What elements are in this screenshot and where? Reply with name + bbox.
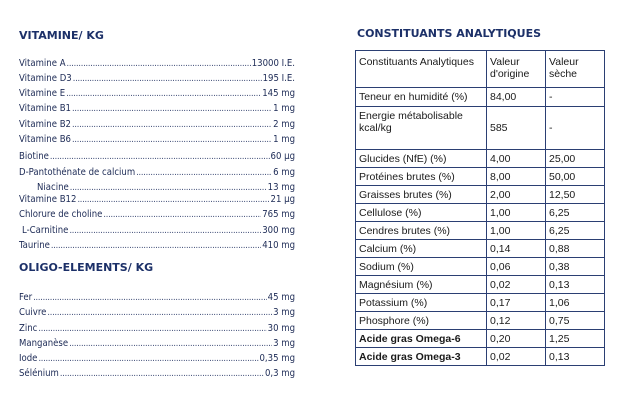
cell-name: Phosphore (%) [356,312,487,330]
dot-leader [72,103,272,115]
item-value: 1 mg [273,103,295,114]
dot-leader [136,167,272,179]
item-name: Iode [19,353,38,364]
item-name: Biotine [19,151,49,162]
item-value: 3 mg [273,307,295,318]
dot-leader [73,73,262,85]
table-header-row [356,51,605,88]
item-name: Vitamine B12 [19,194,77,205]
cell-name: Protéines brutes (%) [356,168,487,186]
cell-name: Magnésium (%) [356,276,487,294]
item-value: 195 I.E. [262,73,295,84]
dot-leader [38,353,258,365]
cell-name: Energie métabolisable kcal/kg [356,107,487,150]
list-item [19,353,295,365]
cell-dry: 0,75 [546,312,605,330]
dot-leader [33,292,266,304]
item-name: Chlorure de choline [19,209,103,220]
cell-origin: 0,14 [487,240,546,258]
cell-origin: 2,00 [487,186,546,204]
list-item [19,182,295,194]
item-value: 145 mg [262,88,295,99]
cell-dry: - [546,88,605,107]
item-value: 21 µg [270,194,295,205]
item-value: 0,3 mg [264,368,295,379]
cell-origin: 0,02 [487,348,546,366]
cell-origin: 0,02 [487,276,546,294]
item-name: Vitamine D3 [19,73,72,84]
cell-name: Cellulose (%) [356,204,487,222]
table-row [356,222,605,240]
item-name: Vitamine E [19,88,66,99]
table-row [356,330,605,348]
item-name: D-Pantothénate de calcium [19,167,136,178]
cell-origin: 84,00 [487,88,546,107]
item-value: 13 mg [267,182,295,193]
cell-name: Potassium (%) [356,294,487,312]
item-value: 3 mg [273,338,295,349]
cell-origin: 585 [487,107,546,150]
cell-origin: 4,00 [487,150,546,168]
table-row [356,294,605,312]
item-name: L-Carnitine [22,225,69,236]
table-row [356,348,605,366]
table-row [356,107,605,150]
item-value: 0,35 mg [259,353,295,364]
cell-origin: 0,12 [487,312,546,330]
item-name: Cuivre [19,307,47,318]
dot-leader [72,134,272,146]
list-item [19,167,295,179]
cell-name: Cendres brutes (%) [356,222,487,240]
item-value: 45 mg [267,292,295,303]
dot-leader [72,119,272,131]
list-item [19,307,295,319]
list-item [19,225,295,237]
oligo-heading: OLIGO-ELEMENTS/ KG [19,261,154,274]
table-row [356,276,605,294]
dot-leader [69,338,272,350]
cell-dry: - [546,107,605,150]
list-item [19,240,295,252]
cell-name: Acide gras Omega-3 [356,348,487,366]
cell-name: Glucides (NfE) (%) [356,150,487,168]
item-name: Manganèse [19,338,69,349]
dot-leader [77,194,269,206]
dot-leader [50,151,270,163]
dot-leader [70,182,267,194]
item-name: Zinc [19,323,38,334]
list-item [19,58,295,70]
item-value: 6 mg [273,167,295,178]
item-value: 60 µg [270,151,295,162]
cell-name: Calcium (%) [356,240,487,258]
cell-dry: 6,25 [546,222,605,240]
cell-dry: 1,06 [546,294,605,312]
cell-dry: 1,25 [546,330,605,348]
table-row [356,186,605,204]
cell-origin: 1,00 [487,222,546,240]
item-name: Vitamine B6 [19,134,71,145]
cell-dry: 0,38 [546,258,605,276]
table-row [356,204,605,222]
list-item [19,103,295,115]
cell-dry: 0,13 [546,348,605,366]
cell-name: Graisses brutes (%) [356,186,487,204]
header-valeur-origine: Valeur d'origine [487,51,546,88]
list-item [19,88,295,100]
list-item [19,368,295,380]
table-row [356,258,605,276]
cell-name: Acide gras Omega-6 [356,330,487,348]
vitamins-heading: VITAMINE/ KG [19,29,104,42]
item-name: Fer [19,292,33,303]
item-value: 2 mg [273,119,295,130]
cell-dry: 0,13 [546,276,605,294]
analytics-table [355,50,605,366]
cell-origin: 0,17 [487,294,546,312]
item-name: Vitamine B1 [19,103,71,114]
list-item [19,194,295,206]
table-row [356,88,605,107]
cell-origin: 0,06 [487,258,546,276]
list-item [19,73,295,85]
table-row [356,150,605,168]
dot-leader [103,209,261,221]
list-item [19,209,295,221]
cell-dry: 50,00 [546,168,605,186]
dot-leader [67,58,251,70]
analytics-heading: CONSTITUANTS ANALYTIQUES [357,27,542,40]
header-valeur-seche: Valeur sèche [546,51,605,88]
dot-leader [47,307,272,319]
table-row [356,168,605,186]
dot-leader [51,240,261,252]
item-name: Taurine [19,240,50,251]
list-item [19,338,295,350]
list-item [19,292,295,304]
table-row [356,240,605,258]
list-item [19,323,295,335]
item-value: 410 mg [262,240,295,251]
list-item [19,119,295,131]
header-constituants: Constituants Analytiques [356,51,487,88]
dot-leader [69,225,261,237]
cell-name: Sodium (%) [356,258,487,276]
cell-origin: 1,00 [487,204,546,222]
item-name: Vitamine B2 [19,119,71,130]
item-value: 765 mg [262,209,295,220]
dot-leader [38,323,266,335]
item-value: 1 mg [273,134,295,145]
dot-leader [60,368,264,380]
cell-dry: 0,88 [546,240,605,258]
list-item [19,134,295,146]
item-value: 30 mg [267,323,295,334]
item-name: Vitamine A [19,58,66,69]
item-value: 300 mg [262,225,295,236]
item-name: Niacine [37,182,69,193]
cell-name: Teneur en humidité (%) [356,88,487,107]
table-row [356,312,605,330]
cell-origin: 8,00 [487,168,546,186]
list-item [19,151,295,163]
cell-origin: 0,20 [487,330,546,348]
cell-dry: 6,25 [546,204,605,222]
dot-leader [66,88,261,100]
item-name: Sélénium [19,368,59,379]
cell-dry: 25,00 [546,150,605,168]
item-value: 13000 I.E. [251,58,295,69]
cell-dry: 12,50 [546,186,605,204]
